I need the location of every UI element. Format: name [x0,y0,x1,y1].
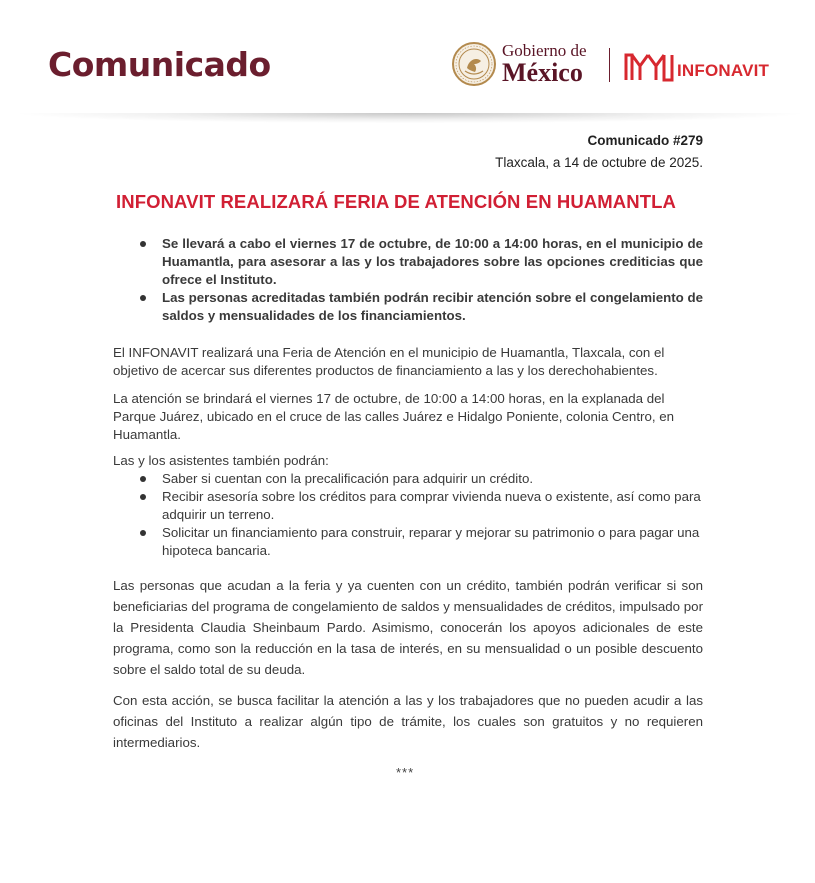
gob-logo-line1: Gobierno de [502,41,587,60]
gobierno-de-mexico-logo [452,40,612,88]
headline: INFONAVIT REALIZARÁ FERIA DE ATENCIÓN EN HUAMANTLA [116,191,676,212]
header-divider-shadow [20,113,800,123]
logo-divider [609,48,610,82]
highlights-list [140,235,703,325]
list-intro: Las y los asistentes también podrán: [113,453,329,468]
page-header [0,0,815,118]
place-date: Tlaxcala, a 14 de octubre de 2025. [495,155,703,170]
list-item: Saber si cuentan con la precalificación para adquirir un crédito. [140,470,703,488]
highlight-item: Las personas acreditadas también podrán recibir atención sobre el congelamiento de saldos y mensualidades de los financiamientos. [140,289,703,325]
paragraph-closing: Con esta acción, se busca facilitar la atención a las y los trabajadores que no pueden acudir a las oficinas del Instituto a realizar algún tipo de trámite, los cuales son gratuitos y no requieren intermediarios. [113,693,703,750]
highlight-item: Se llevará a cabo el viernes 17 de octubre, de 10:00 a 14:00 horas, en el municipio de Huamantla, para asesorar a las y los trabajadores sobre las opciones crediticias que ofrece el Instituto. [140,235,703,289]
paragraph-intro: El INFONAVIT realizará una Feria de Atención en el municipio de Huamantla, Tlaxcala, con el objetivo de acercar sus diferentes productos de financiamiento a las y los derechohabientes. [113,345,665,378]
gobierno-de-mexico-wordmark [502,42,587,86]
document-title: Comunicado [48,45,271,84]
national-seal-icon [452,42,496,86]
list-item: Recibir asesoría sobre los créditos para comprar vivienda nueva o existente, así como para adquirir un terreno. [140,488,703,524]
infonavit-wordmark: INFONAVIT [677,61,770,80]
list-item: Solicitar un financiamiento para construir, reparar y mejorar su patrimonio o para pagar una hipoteca bancaria. [140,524,703,560]
services-list [140,470,703,560]
communique-number: Comunicado #279 [587,133,703,148]
infonavit-logo [624,50,794,82]
paragraph-benefits: Las personas que acudan a la feria y ya cuenten con un crédito, también podrán verificar si son beneficiarias del programa de congelamiento de saldos y mensualidades de créditos, impulsado por la Presidenta Claudia Sheinbaum Pardo. Asimismo, conocerán los apoyos adicionales de este programa, como son la reducción en la tasa de interés, en su mensualidad o un posible descuento sobre el saldo total de su deuda. [113,578,703,677]
infonavit-house-icon [624,50,676,82]
end-marker: *** [396,765,415,780]
gob-logo-line2: México [502,58,583,87]
paragraph-schedule: La atención se brindará el viernes 17 de octubre, de 10:00 a 14:00 horas, en la explanada del Parque Juárez, ubicado en el cruce de las calles Juárez e Hidalgo Poniente, colonia Centro, en Huamantla. [113,391,675,442]
